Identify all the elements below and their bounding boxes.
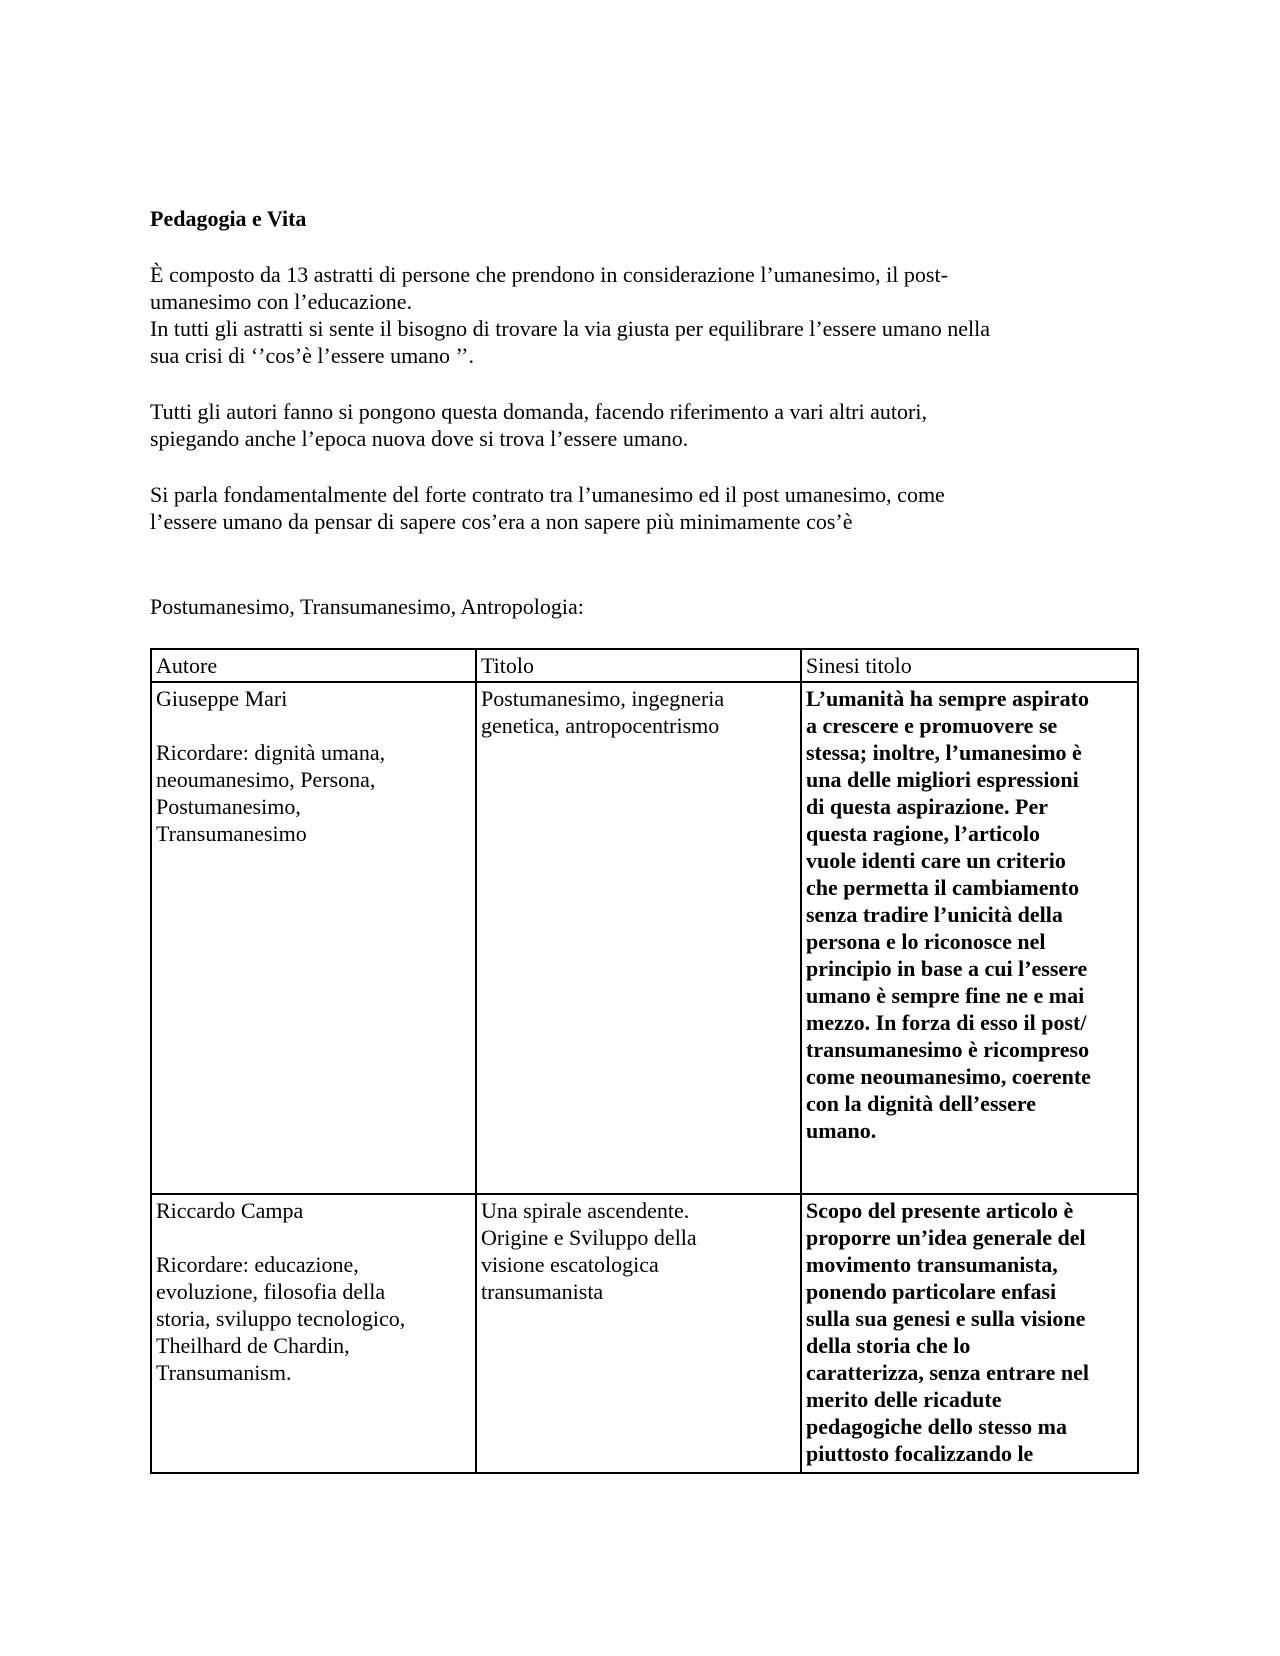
synopsis-line: L’umanità ha sempre aspirato (806, 686, 1089, 711)
author-cell (151, 682, 476, 1194)
text-line: spiegando anche l’epoca nuova dove si trova l’essere umano. (150, 426, 689, 451)
synopsis-cell (801, 1194, 1138, 1473)
contrast-paragraph (150, 481, 1140, 535)
synopsis-line: una delle migliori espressioni (806, 767, 1079, 792)
synopsis-line: senza tradire l’unicità della (806, 902, 1063, 927)
text-line: sua crisi di ‘’cos’è l’essere umano ’’. (150, 343, 474, 368)
remember-line: Theilhard de Chardin, (156, 1333, 350, 1358)
title-cell (476, 1194, 801, 1473)
synopsis-line: questa ragione, l’articolo (806, 821, 1041, 846)
synopsis-line: transumanesimo è ricompreso (806, 1037, 1090, 1062)
table-header-row (151, 649, 1138, 682)
text-line: Si parla fondamentalmente del forte contrato tra l’umanesimo ed il post umanesimo, come (150, 482, 945, 507)
table-row (151, 682, 1138, 1194)
text-line: È composto da 13 astratti di persone che prendono in considerazione l’umanesimo, il post- (150, 262, 948, 287)
text-line: umanesimo con l’educazione. (150, 289, 413, 314)
synopsis-line: movimento transumanista, (806, 1252, 1058, 1277)
synopsis-line: umano è sempre fine ne e mai (806, 983, 1085, 1008)
title-line: Postumanesimo, ingegneria (481, 686, 725, 711)
synopsis-line: umano. (806, 1118, 877, 1143)
section-heading: Postumanesimo, Transumanesimo, Antropologia: (150, 594, 584, 619)
synopsis-line: sulla sua genesi e sulla visione (806, 1306, 1086, 1331)
author-name: Riccardo Campa (156, 1198, 304, 1223)
synopsis-line: merito delle ricadute (806, 1387, 1002, 1412)
remember-line: storia, sviluppo tecnologico, (156, 1306, 406, 1331)
header-title: Titolo (476, 649, 801, 682)
remember-line: evoluzione, filosofia della (156, 1279, 386, 1304)
synopsis-line: mezzo. In forza di esso il post/ (806, 1010, 1087, 1035)
synopsis-line: di questa aspirazione. Per (806, 794, 1048, 819)
synopsis-line: persona e lo riconosce nel (806, 929, 1046, 954)
synopsis-line: stessa; inoltre, l’umanesimo è (806, 740, 1082, 765)
synopsis-line: che permetta il cambiamento (806, 875, 1080, 900)
synopsis-line: come neoumanesimo, coerente (806, 1064, 1091, 1089)
synopsis-line: piuttosto focalizzando le (806, 1441, 1034, 1466)
abstracts-table (150, 648, 1139, 1474)
header-synopsis: Sinesi titolo (801, 649, 1138, 682)
synopsis-cell (801, 682, 1138, 1194)
title-line: genetica, antropocentrismo (481, 713, 720, 738)
remember-line: Ricordare: educazione, (156, 1252, 359, 1277)
table-row (151, 1194, 1138, 1473)
title-line: visione escatologica (481, 1252, 659, 1277)
text-line: Tutti gli autori fanno si pongono questa domanda, facendo riferimento a vari altri autori, (150, 399, 927, 424)
synopsis-line: proporre un’idea generale del (806, 1225, 1086, 1250)
author-cell (151, 1194, 476, 1473)
title-line: transumanista (481, 1279, 604, 1304)
text-line: l’essere umano da pensar di sapere cos’era a non sapere più minimamente cos’è (150, 509, 853, 534)
synopsis-line: della storia che lo (806, 1333, 971, 1358)
synopsis-line: pedagogiche dello stesso ma (806, 1414, 1067, 1439)
synopsis-line: ponendo particolare enfasi (806, 1279, 1057, 1304)
intro-paragraph (150, 261, 1140, 369)
remember-line: Postumanesimo, (156, 794, 301, 819)
author-name: Giuseppe Mari (156, 686, 288, 711)
remember-line: Transumanesimo (156, 821, 307, 846)
remember-line: Transumanism. (156, 1360, 292, 1385)
document-title: Pedagogia e Vita (150, 206, 307, 231)
title-cell (476, 682, 801, 1194)
remember-line: neoumanesimo, Persona, (156, 767, 376, 792)
title-line: Origine e Sviluppo della (481, 1225, 697, 1250)
title-line: Una spirale ascendente. (481, 1198, 690, 1223)
synopsis-line: principio in base a cui l’essere (806, 956, 1088, 981)
synopsis-line: caratterizza, senza entrare nel (806, 1360, 1090, 1385)
authors-paragraph (150, 398, 1140, 452)
synopsis-line: a crescere e promuovere se (806, 713, 1058, 738)
synopsis-line: Scopo del presente articolo è (806, 1198, 1074, 1223)
synopsis-line: con la dignità dell’essere (806, 1091, 1036, 1116)
header-author: Autore (151, 649, 476, 682)
text-line: In tutti gli astratti si sente il bisogno di trovare la via giusta per equilibrare l’essere umano nella (150, 316, 991, 341)
synopsis-line: vuole identi care un criterio (806, 848, 1066, 873)
remember-line: Ricordare: dignità umana, (156, 740, 386, 765)
